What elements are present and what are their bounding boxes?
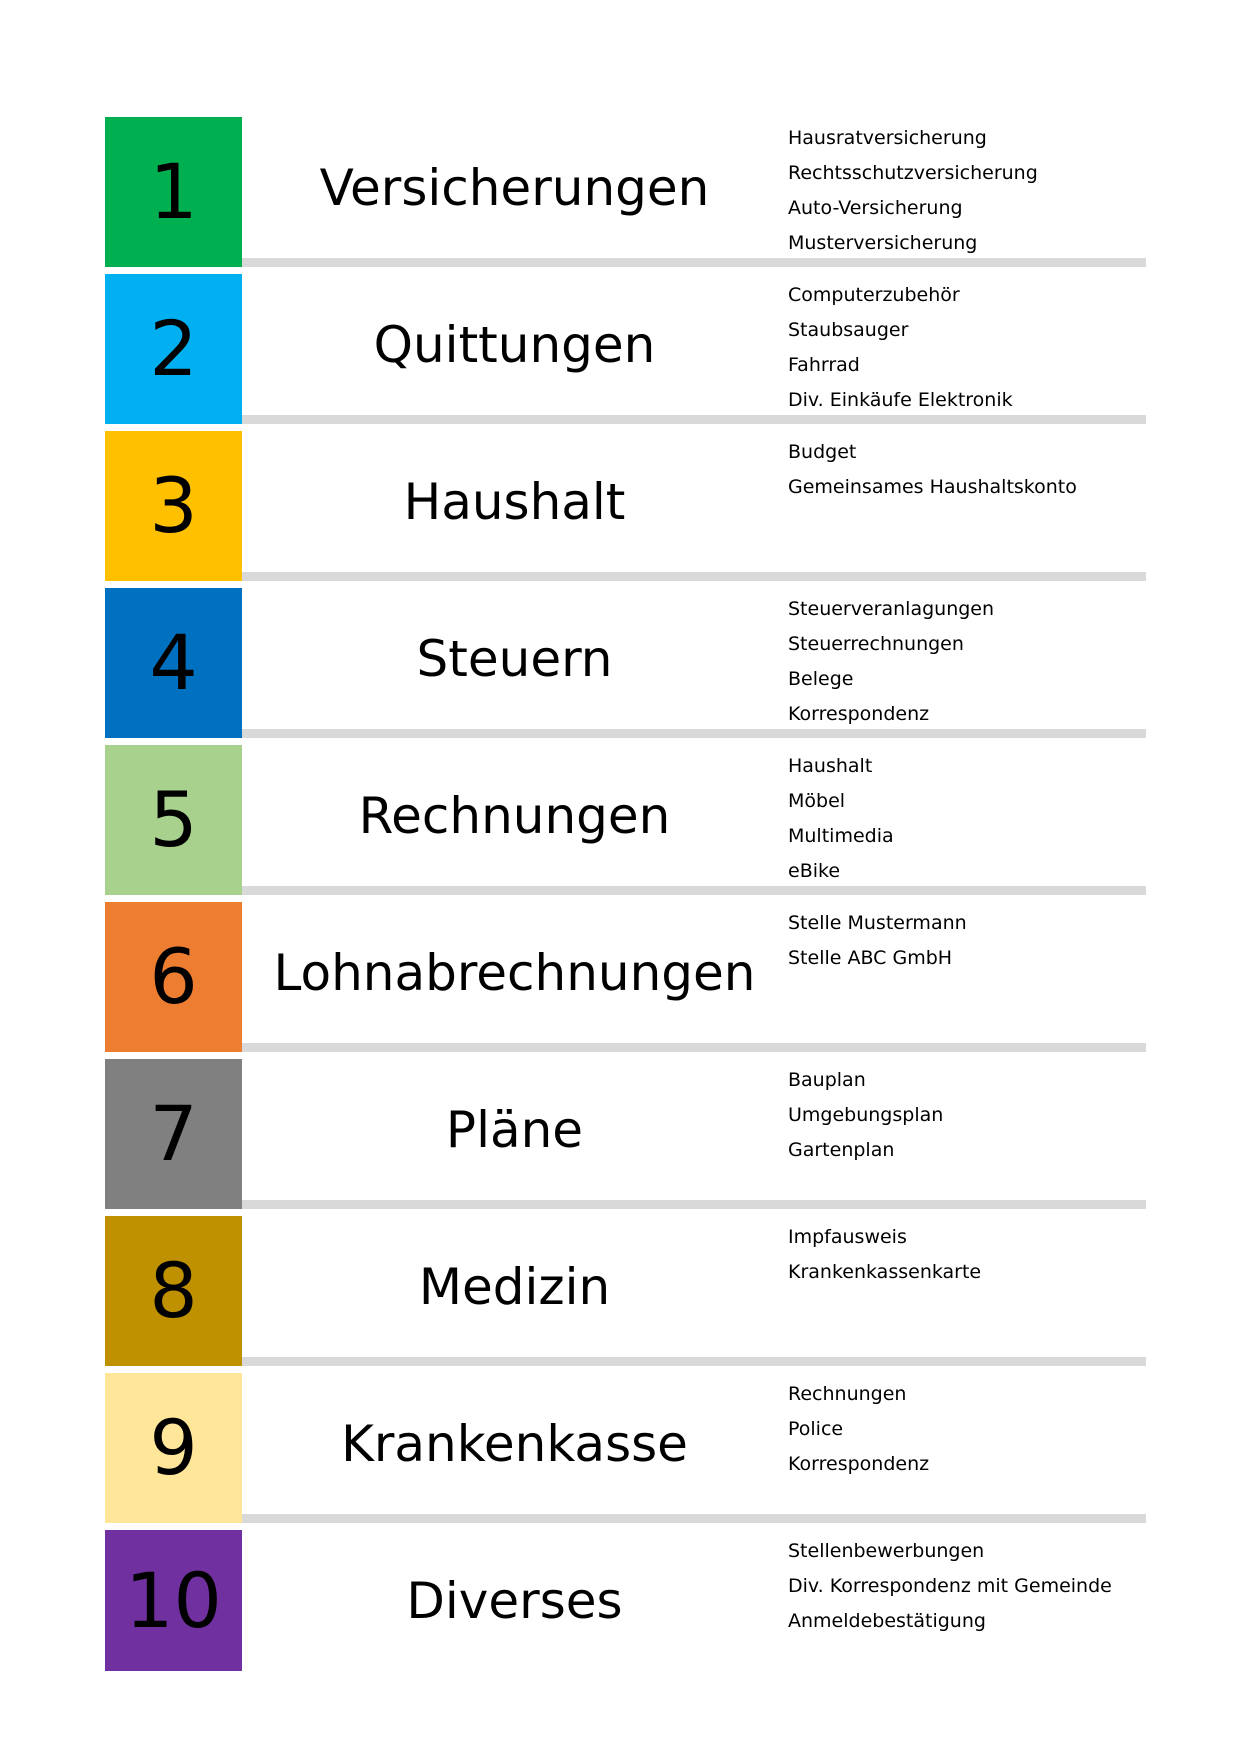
section-item: Hausratversicherung: [788, 127, 987, 149]
section-number-tab: 4: [105, 588, 242, 738]
section-number-tab: 2: [105, 274, 242, 424]
section-item: Steuerveranlagungen: [788, 598, 995, 620]
section-item: Budget: [788, 441, 857, 463]
section-item: Umgebungsplan: [788, 1104, 944, 1126]
section-title: Diverses: [406, 1571, 623, 1630]
section-item: Stellenbewerbungen: [788, 1540, 985, 1562]
section-title: Quittungen: [373, 315, 656, 374]
section-item: Multimedia: [788, 825, 894, 847]
section-number-tab: 9: [105, 1373, 242, 1523]
section-number-tab: 5: [105, 745, 242, 895]
section-item: eBike: [788, 860, 841, 882]
section-title: Steuern: [416, 629, 613, 688]
section-item: Gartenplan: [788, 1139, 895, 1161]
section-item: Stelle ABC GmbH: [788, 947, 953, 969]
section-number-tab: 1: [105, 117, 242, 267]
section-item: Bauplan: [788, 1069, 866, 1091]
section-item-list: [788, 749, 894, 889]
section-item: Rechnungen: [788, 1383, 907, 1405]
section-item: Krankenkassenkarte: [788, 1261, 982, 1283]
section-item: Fahrrad: [788, 354, 860, 376]
register-row: [105, 588, 1146, 738]
section-item: Impfausweis: [788, 1226, 907, 1248]
section-title: Haushalt: [403, 472, 626, 531]
section-item-list: [788, 592, 994, 732]
section-item: Steuerrechnungen: [788, 633, 964, 655]
section-item-list: [788, 1534, 1112, 1639]
section-title: Krankenkasse: [341, 1414, 688, 1473]
section-item: Stelle Mustermann: [788, 912, 967, 934]
section-item: Computerzubehör: [788, 284, 960, 306]
register-row: [105, 274, 1146, 424]
section-title: Rechnungen: [358, 786, 671, 845]
register-row: [105, 745, 1146, 895]
section-item: Möbel: [788, 790, 846, 812]
section-title: Lohnabrechnungen: [273, 943, 756, 1002]
section-item: Gemeinsames Haushaltskonto: [788, 476, 1077, 498]
section-item: Rechtsschutzversicherung: [788, 162, 1038, 184]
register-row: [105, 1216, 1146, 1366]
register-row: [105, 1373, 1146, 1523]
register-index: [105, 117, 1146, 1678]
register-row: [105, 1530, 1146, 1671]
section-title: Pläne: [445, 1100, 584, 1159]
section-item: Haushalt: [788, 755, 873, 777]
section-number-tab: 3: [105, 431, 242, 581]
section-title: Medizin: [418, 1257, 611, 1316]
section-item-list: [788, 278, 1013, 418]
section-item: Korrespondenz: [788, 703, 930, 725]
section-item-list: [788, 1377, 929, 1482]
section-item: Belege: [788, 668, 854, 690]
section-item-list: [788, 121, 1038, 261]
section-number-tab: 7: [105, 1059, 242, 1209]
section-item: Korrespondenz: [788, 1453, 930, 1475]
register-row: [105, 431, 1146, 581]
section-item: Anmeldebestätigung: [788, 1610, 986, 1632]
section-item-list: [788, 1220, 981, 1290]
section-item: Staubsauger: [788, 319, 909, 341]
section-item-list: [788, 435, 1077, 505]
section-item-list: [788, 906, 967, 976]
section-item: Musterversicherung: [788, 232, 978, 254]
section-item: Div. Einkäufe Elektronik: [788, 389, 1013, 411]
register-row: [105, 902, 1146, 1052]
section-number-tab: 10: [105, 1530, 242, 1671]
register-row: [105, 1059, 1146, 1209]
section-number-tab: 8: [105, 1216, 242, 1366]
section-item-list: [788, 1063, 943, 1168]
section-title: Versicherungen: [319, 158, 710, 217]
section-item: Police: [788, 1418, 844, 1440]
section-number-tab: 6: [105, 902, 242, 1052]
section-item: Div. Korrespondenz mit Gemeinde: [788, 1575, 1112, 1597]
section-item: Auto-Versicherung: [788, 197, 963, 219]
register-row: [105, 117, 1146, 267]
